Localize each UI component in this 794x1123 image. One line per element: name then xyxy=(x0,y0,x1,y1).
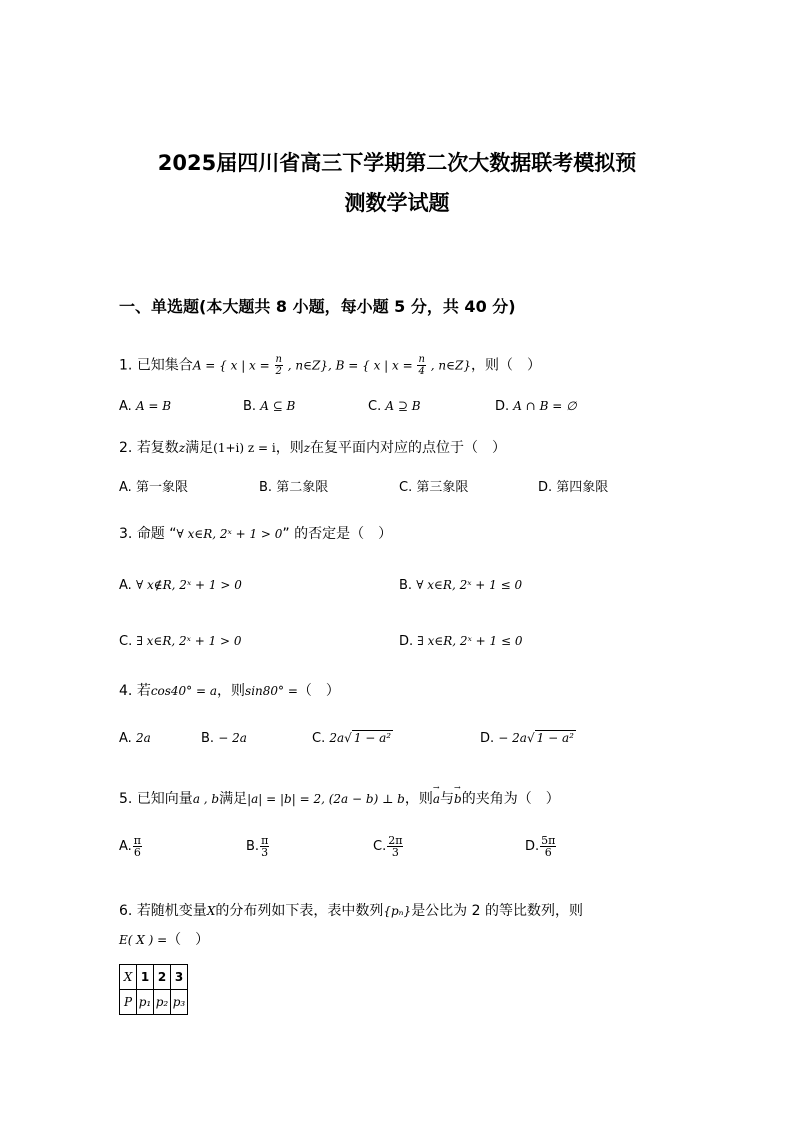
question-text: 在复平面内对应的点位于（ ） xyxy=(310,440,507,456)
table-cell: P xyxy=(120,990,137,1015)
option-label: D. xyxy=(495,399,510,414)
question-text: ” 的否定是（ ） xyxy=(282,526,393,542)
question-4 xyxy=(119,680,340,700)
fraction: $\frac{5\pi}{6}$ xyxy=(541,834,556,859)
option-label: A. xyxy=(119,839,132,854)
distribution-table xyxy=(119,964,188,1015)
fraction: $\frac{2\pi}{3}$ xyxy=(388,834,403,859)
q1-option-b[interactable] xyxy=(243,399,295,414)
table-cell: 1 xyxy=(137,965,154,990)
option-label: D. xyxy=(525,839,540,854)
question-text: 与 xyxy=(440,791,455,807)
expectation: E( X ) = xyxy=(119,933,168,947)
page-title-line-2: 测数学试题 xyxy=(344,191,450,215)
option-text: 第一象限 xyxy=(135,480,188,495)
set-a-left: A = { x | x = xyxy=(192,358,274,373)
condition: |a| = |b| = 2, (2a − b) ⊥ b xyxy=(247,792,405,806)
question-number: 5. xyxy=(119,791,133,807)
option-expr: ∃ x∈R, 2ˣ + 1 > 0 xyxy=(136,634,242,648)
radicand: 1 − a² xyxy=(536,731,574,745)
question-text: 已知集合 xyxy=(136,357,193,374)
option-label: D. xyxy=(538,480,553,495)
q4-option-d[interactable] xyxy=(480,731,576,746)
table-row xyxy=(120,990,188,1015)
option-label: B. xyxy=(243,399,257,414)
q4-option-b[interactable] xyxy=(201,731,247,746)
question-1 xyxy=(119,354,541,377)
page-title-line-1: 2025届四川省高三下学期第二次大数据联考模拟预 xyxy=(157,151,637,175)
q1-option-a[interactable] xyxy=(119,399,171,414)
vector-a: → a xyxy=(433,792,440,806)
option-label: A. xyxy=(119,399,132,414)
set-b-left: , B = { x | x = xyxy=(328,358,417,373)
option-label: B. xyxy=(201,731,215,746)
q5-option-a[interactable] xyxy=(119,835,143,858)
table-cell: p₂ xyxy=(154,990,171,1015)
table-row xyxy=(120,965,188,990)
fraction-n-over-4: $\frac{n}{4}$ xyxy=(418,354,425,377)
section-heading: 一、单选题(本大题共 8 小题，每小题 5 分，共 40 分) xyxy=(119,297,516,316)
expression: cos40° = a xyxy=(150,684,218,698)
question-5 xyxy=(119,788,560,808)
question-number: 2. xyxy=(119,440,133,456)
equation: (1+i) z = i xyxy=(213,441,276,455)
sqrt-icon: √ xyxy=(344,731,352,745)
variable-z: z xyxy=(178,441,186,455)
question-number: 3. xyxy=(119,526,133,542)
question-text: 满足 xyxy=(219,791,248,807)
q3-option-c[interactable] xyxy=(119,634,242,649)
q3-option-d[interactable] xyxy=(399,634,522,649)
radicand: 1 − a² xyxy=(353,731,392,745)
option-text: 第三象限 xyxy=(416,480,469,495)
q5-option-b[interactable] xyxy=(246,835,270,858)
option-expr: A ⊆ B xyxy=(260,399,296,413)
proposition: ∀ x∈R, 2ˣ + 1 > 0 xyxy=(176,527,283,541)
table-cell: 2 xyxy=(154,965,171,990)
option-label: A. xyxy=(119,731,132,746)
option-expr: A = B xyxy=(135,399,172,413)
question-text: 若随机变量 xyxy=(136,903,207,919)
sqrt-icon: √ xyxy=(526,731,535,745)
option-expr: 2a xyxy=(135,731,151,745)
question-text: 满足 xyxy=(185,440,214,456)
variable-x: X xyxy=(206,904,216,918)
q5-option-d[interactable] xyxy=(525,835,557,858)
q3-option-a[interactable] xyxy=(119,578,242,593)
q2-option-c[interactable] xyxy=(399,476,468,495)
question-text: 的分布列如下表，表中数列 xyxy=(215,903,384,919)
option-label: C. xyxy=(368,399,382,414)
question-text: 若复数 xyxy=(136,440,179,456)
question-number: 6. xyxy=(119,903,133,919)
question-text: （ ） xyxy=(167,932,210,948)
sequence: {pₙ} xyxy=(383,904,412,918)
vectors: a , b xyxy=(192,792,220,806)
question-3 xyxy=(119,523,392,543)
option-expr: − 2a xyxy=(498,731,527,745)
expression: sin80° = xyxy=(245,684,298,698)
option-label: B. xyxy=(399,578,413,593)
q3-option-b[interactable] xyxy=(399,578,522,593)
question-6 xyxy=(119,900,583,920)
question-text: 已知向量 xyxy=(136,791,193,807)
table-cell: X xyxy=(120,965,137,990)
q5-option-c[interactable] xyxy=(373,835,404,858)
q4-option-a[interactable] xyxy=(119,731,151,746)
fraction: $\frac{\pi}{3}$ xyxy=(261,834,269,859)
question-text: ，则 xyxy=(275,440,304,456)
option-text: 第四象限 xyxy=(556,480,609,495)
question-6-line-2 xyxy=(119,929,209,949)
table-cell: p₁ xyxy=(137,990,154,1015)
q1-option-c[interactable] xyxy=(368,399,421,414)
q2-option-d[interactable] xyxy=(538,476,608,495)
option-label: C. xyxy=(373,839,387,854)
fraction: $\frac{\pi}{6}$ xyxy=(133,834,142,859)
option-expr: ∀ x∈R, 2ˣ + 1 ≤ 0 xyxy=(416,578,523,592)
table-cell: 3 xyxy=(171,965,188,990)
set-a-right: , n∈Z} xyxy=(283,358,328,373)
option-expr: A ∩ B = ∅ xyxy=(513,399,577,413)
question-suffix: ，则（ ） xyxy=(470,357,541,374)
table-cell: p₃ xyxy=(171,990,188,1015)
set-b-right: , n∈Z} xyxy=(426,358,471,373)
question-2 xyxy=(119,437,506,457)
option-label: B. xyxy=(259,480,273,495)
option-label: C. xyxy=(119,634,133,649)
option-expr: A ⊇ B xyxy=(385,399,421,413)
question-text: 命题 “ xyxy=(136,526,177,542)
question-number: 1. xyxy=(119,357,133,374)
question-text: ，则 xyxy=(404,791,433,807)
option-label: A. xyxy=(119,578,132,593)
question-text: 的夹角为（ ） xyxy=(461,791,560,807)
option-label: C. xyxy=(312,731,326,746)
option-label: D. xyxy=(480,731,495,746)
q2-option-a[interactable] xyxy=(119,476,188,495)
option-label: A. xyxy=(119,480,132,495)
vector-b: → b xyxy=(454,792,462,806)
question-number: 4. xyxy=(119,683,133,699)
question-text: （ ） xyxy=(297,683,340,699)
option-expr: ∃ x∈R, 2ˣ + 1 ≤ 0 xyxy=(417,634,523,648)
question-text: ，则 xyxy=(217,683,246,699)
question-text: 若 xyxy=(136,683,151,699)
option-expr: − 2a xyxy=(218,731,247,745)
q2-option-b[interactable] xyxy=(259,476,328,495)
option-label: B. xyxy=(246,839,260,854)
q4-option-c[interactable] xyxy=(312,731,393,746)
q1-option-d[interactable] xyxy=(495,399,577,414)
option-expr: ∀ x∉R, 2ˣ + 1 > 0 xyxy=(135,578,242,592)
variable-z: z xyxy=(303,441,311,455)
option-text: 第二象限 xyxy=(276,480,329,495)
option-expr: 2a xyxy=(329,731,345,745)
option-label: D. xyxy=(399,634,414,649)
option-label: C. xyxy=(399,480,413,495)
fraction-n-over-2: $\frac{n}{2}$ xyxy=(275,354,282,377)
question-text: 是公比为 2 的等比数列，则 xyxy=(411,903,583,919)
